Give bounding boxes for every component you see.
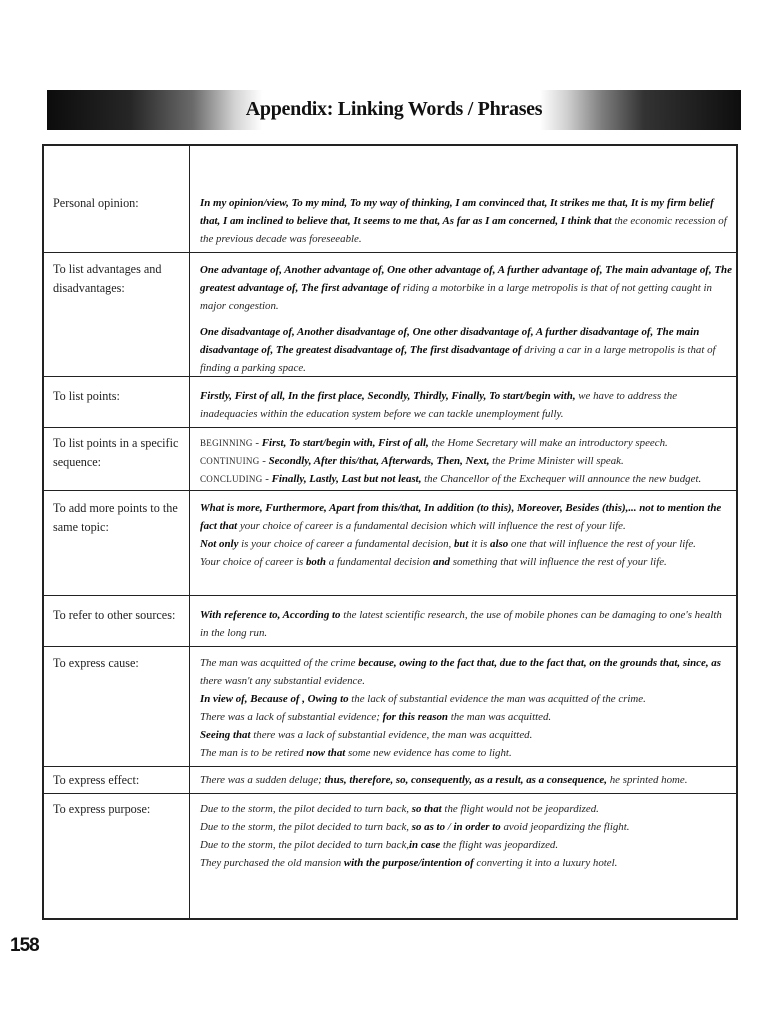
table-row-other-sources	[44, 595, 736, 647]
linking-phrase: In my opinion/view, To my mind, To my way of thinking, I am convinced that, It strikes me that, It is my firm belief that, I am inclined to believe that, It seems to me that, As far as I am concerned, I think that	[200, 197, 714, 227]
example-paragraph	[200, 261, 733, 315]
linking-phrase: Secondly, After this/that, Afterwards, Then, Next,	[268, 455, 490, 467]
example-text: the Chancellor of the Exchequer will announce the new budget.	[421, 473, 702, 485]
example-paragraph	[200, 387, 733, 423]
row-label: To list points in a specific sequence:	[53, 436, 179, 469]
example-text: is your choice of career a fundamental decision,	[238, 538, 454, 550]
example-paragraph	[200, 690, 733, 708]
linking-phrase: thus, therefore, so, consequently, as a result, as a consequence,	[324, 774, 607, 786]
example-text: Your choice of career is	[200, 556, 306, 568]
example-text: The man was acquitted of the crime	[200, 657, 359, 669]
row-label: To list points:	[53, 389, 120, 403]
example-text: the economic recession of the previous decade was foreseeable.	[200, 215, 727, 245]
example-paragraph	[200, 726, 733, 744]
example-text: the lack of substantial evidence the man was acquitted of the crime.	[348, 693, 646, 705]
row-label: To express cause:	[53, 656, 139, 670]
linking-phrase: Firstly, First of all, In the first place, Secondly, Thirdly, Finally, To start/begin with,	[200, 390, 576, 402]
example-text: the man was acquitted.	[447, 711, 552, 723]
example-text: some new evidence has come to light.	[345, 747, 512, 759]
example-text: driving a car in a large metropolis is that of finding a parking space.	[200, 344, 716, 374]
table-row-list-points	[44, 376, 736, 428]
example-paragraph	[200, 535, 733, 553]
example-text: a fundamental decision	[325, 556, 434, 568]
linking-phrase: both	[305, 556, 326, 568]
example-paragraph	[200, 654, 733, 690]
row-label: To add more points to the same topic:	[53, 501, 178, 534]
linking-phrase: with the purpose/intention of	[343, 857, 474, 869]
sequence-stage: CONCLUDING	[200, 474, 263, 484]
example-paragraph	[200, 708, 733, 726]
example-text: there was a lack of substantial evidence, the man was acquitted.	[250, 729, 533, 741]
example-text: the latest scientific research, the use of mobile phones can be damaging to one's health in the long run.	[200, 609, 722, 639]
linking-phrase: now that	[306, 747, 346, 759]
linking-phrase: With reference to, According to	[200, 609, 341, 621]
example-text: the Prime Minister will speak.	[489, 455, 624, 467]
linking-phrase: Finally, Lastly, Last but not least,	[271, 473, 422, 485]
example-paragraph	[200, 499, 733, 535]
example-text: -	[252, 437, 262, 449]
example-paragraph	[200, 744, 733, 762]
linking-phrase: Seeing that	[200, 729, 251, 741]
table-row-cause	[44, 646, 736, 767]
example-paragraph	[200, 800, 733, 818]
linking-phrase: in case	[409, 839, 441, 851]
example-text: They purchased the old mansion	[200, 857, 344, 869]
example-text: something that will influence the rest of your life.	[450, 556, 667, 568]
row-examples	[200, 387, 733, 423]
example-paragraph	[200, 818, 733, 836]
example-text: it is	[468, 538, 490, 550]
title-banner	[47, 90, 741, 130]
example-text: we have to address the inadequacies within the education system before we can tackle unemployment fully.	[200, 390, 678, 420]
linking-phrase: In view of, Because of , Owing to	[200, 693, 349, 705]
example-text: /	[445, 821, 454, 833]
linking-phrase: so as to	[411, 821, 446, 833]
example-text: the flight was jeopardized.	[440, 839, 559, 851]
row-examples	[200, 261, 733, 377]
example-paragraph	[200, 836, 733, 854]
row-examples	[200, 771, 733, 789]
example-paragraph	[200, 434, 733, 452]
example-text: riding a motorbike in a large metropolis is that of not getting caught in major congestion.	[200, 282, 712, 312]
example-text: -	[259, 455, 269, 467]
table-row-sequence	[44, 427, 736, 491]
sequence-stage: BEGINNING	[200, 438, 253, 448]
page-number: 158	[10, 935, 39, 956]
example-paragraph	[200, 194, 733, 248]
example-paragraph	[200, 606, 733, 642]
example-text: The man is to be retired	[200, 747, 307, 759]
example-paragraph	[200, 323, 733, 377]
table-row-effect	[44, 766, 736, 794]
example-text: there wasn't any substantial evidence.	[200, 675, 365, 687]
linking-phrase: One disadvantage of, Another disadvantage of, One other disadvantage of, A further disadvantage of, The main disadvantage of, The greatest disadvantage of, The first disadvantage of	[200, 326, 700, 356]
row-examples	[200, 654, 733, 762]
example-text: -	[262, 473, 272, 485]
example-paragraph	[200, 854, 733, 872]
row-label: To express purpose:	[53, 802, 151, 816]
linking-phrase: and	[433, 556, 450, 568]
example-text: your choice of career is a fundamental decision which will influence the rest of your life.	[237, 520, 626, 532]
row-label: Personal opinion:	[53, 196, 139, 210]
table-row-advantages	[44, 252, 736, 377]
example-text: Due to the storm, the pilot decided to turn back,	[200, 839, 410, 851]
linking-words-table	[42, 144, 738, 920]
example-text: one that will influence the rest of your life.	[508, 538, 696, 550]
example-text: Due to the storm, the pilot decided to turn back,	[200, 803, 412, 815]
linking-phrase: What is more, Furthermore, Apart from this/that, In addition (to this), Moreover, Besides (this),... not to mention the fact that	[200, 502, 722, 532]
example-paragraph	[200, 470, 733, 488]
row-examples	[200, 434, 733, 488]
row-examples	[200, 499, 733, 571]
example-paragraph	[200, 771, 733, 789]
linking-phrase: Not only	[200, 538, 239, 550]
table-row-purpose	[44, 793, 736, 919]
row-label: To list advantages and disadvantages:	[53, 262, 162, 295]
linking-phrase: also	[490, 538, 509, 550]
linking-phrase: but	[453, 538, 469, 550]
example-text: the Home Secretary will make an introductory speech.	[428, 437, 668, 449]
table-row-personal-opinion	[44, 146, 736, 252]
linking-phrase: First, To start/begin with, First of all,	[261, 437, 429, 449]
linking-phrase: in order to	[453, 821, 501, 833]
row-label: To express effect:	[53, 773, 140, 787]
row-label: To refer to other sources:	[53, 608, 176, 622]
example-text: Due to the storm, the pilot decided to turn back,	[200, 821, 412, 833]
example-text: avoid jeopardizing the flight.	[500, 821, 630, 833]
example-text: converting it into a luxury hotel.	[473, 857, 618, 869]
example-text: There was a lack of substantial evidence;	[200, 711, 383, 723]
row-examples	[200, 606, 733, 642]
example-text: the flight would not be jeopardized.	[441, 803, 599, 815]
example-paragraph	[200, 452, 733, 470]
row-examples	[200, 800, 733, 872]
example-text: There was a sudden deluge;	[200, 774, 325, 786]
linking-phrase: One advantage of, Another advantage of, One other advantage of, A further advantage of, The main advantage of, The greatest advantage of, The first advantage of	[200, 264, 732, 294]
example-text: he sprinted home.	[607, 774, 688, 786]
example-paragraph	[200, 553, 733, 571]
table-row-add-points	[44, 490, 736, 596]
row-examples	[200, 194, 733, 248]
sequence-stage: CONTINUING	[200, 456, 260, 466]
linking-phrase: for this reason	[382, 711, 448, 723]
linking-phrase: so that	[411, 803, 442, 815]
page-title: Appendix: Linking Words / Phrases	[245, 98, 543, 120]
linking-phrase: because, owing to the fact that, due to the fact that, on the grounds that, since, as	[358, 657, 721, 669]
